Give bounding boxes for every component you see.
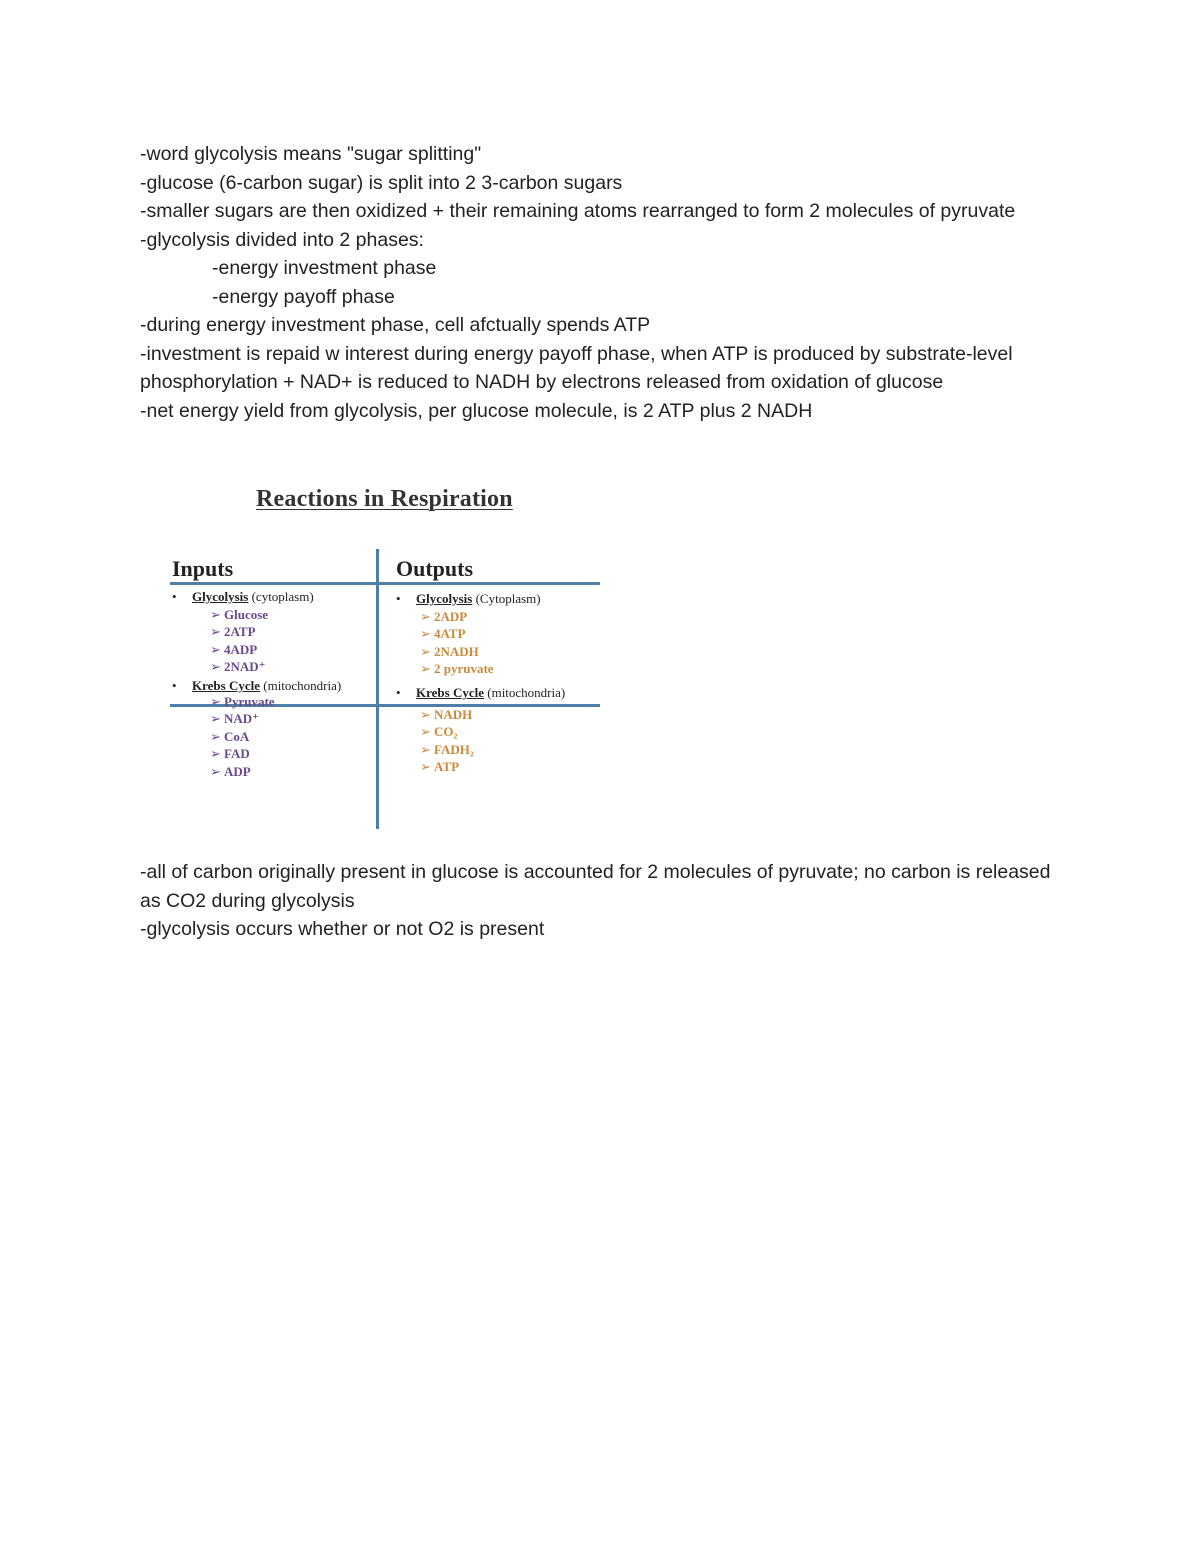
list-item: ➢ 2 pyruvate	[420, 661, 494, 676]
notes-top	[140, 140, 1070, 425]
section-location: (cytoplasm)	[248, 589, 314, 604]
list-item: ➢ 2ADP	[420, 608, 468, 624]
arrow-icon: ➢	[420, 759, 431, 774]
outputs-glycolysis-list	[396, 590, 541, 678]
outputs-heading: Outputs	[396, 556, 474, 581]
list-item: ➢ FADH₂	[420, 741, 474, 757]
arrow-icon: ➢	[210, 711, 221, 726]
section-label: Glycolysis	[192, 589, 249, 604]
header-rule	[170, 582, 600, 585]
column-divider	[376, 549, 379, 829]
arrow-icon: ➢	[210, 693, 221, 709]
list-item: ➢ NAD⁺	[210, 711, 260, 726]
list-item: ➢ 4ATP	[420, 626, 466, 641]
list-item: ➢ ADP	[210, 763, 251, 779]
note-line: -glycolysis divided into 2 phases:	[140, 228, 424, 251]
inputs-glycolysis-list	[172, 588, 314, 676]
section-label: Krebs Cycle	[416, 685, 484, 700]
arrow-icon: ➢	[420, 724, 431, 739]
list-item: ➢ Glucose	[210, 606, 269, 622]
list-item: ➢ NADH	[420, 706, 473, 722]
note-line: -all of carbon originally present in glucose is accounted for 2 molecules of pyruvate; no carbon is released as CO2 during glycolysis	[140, 861, 1051, 912]
list-item: ➢ CO₂	[420, 724, 458, 739]
arrow-icon: ➢	[210, 659, 221, 674]
arrow-icon: ➢	[420, 741, 431, 757]
note-line: -glycolysis occurs whether or not O2 is present	[140, 918, 545, 940]
note-line-indented: -energy payoff phase	[212, 285, 395, 308]
note-line: -glucose (6-carbon sugar) is split into 2 3-carbon sugars	[140, 171, 623, 194]
outputs-krebs-list	[396, 685, 566, 776]
note-line: -investment is repaid w interest during energy payoff phase, when ATP is produced by substrate-level phosphorylation + NAD+ is reduced to NADH by electrons released from oxidation of glucose	[140, 342, 1013, 393]
arrow-icon: ➢	[210, 641, 221, 657]
inputs-krebs-list	[172, 678, 342, 780]
list-item: ➢ 2ATP	[210, 624, 256, 639]
section-heading	[172, 677, 341, 695]
section-location: (mitochondria)	[260, 678, 342, 693]
section-location: (mitochondria)	[484, 685, 566, 700]
arrow-icon: ➢	[420, 643, 431, 659]
list-item: ➢ Pyruvate	[210, 693, 275, 709]
bullet-icon: •	[396, 591, 401, 606]
arrow-icon: ➢	[210, 746, 221, 761]
arrow-icon: ➢	[210, 624, 221, 639]
list-item: ➢ 2NADH	[420, 643, 479, 659]
bullet-icon: •	[396, 685, 401, 700]
note-line: -smaller sugars are then oxidized + their remaining atoms rearranged to form 2 molecules of pyruvate	[140, 200, 1016, 222]
list-item: ➢ FAD	[210, 746, 250, 761]
figure-title: Reactions in Respiration	[256, 486, 513, 512]
respiration-figure	[160, 486, 605, 831]
note-line: -net energy yield from glycolysis, per glucose molecule, is 2 ATP plus 2 NADH	[140, 399, 813, 422]
arrow-icon: ➢	[210, 763, 221, 779]
section-label: Glycolysis	[416, 591, 473, 606]
arrow-icon: ➢	[420, 626, 431, 641]
list-item: ➢ 4ADP	[210, 641, 258, 657]
section-location: (Cytoplasm)	[472, 591, 541, 606]
section-label: Krebs Cycle	[192, 678, 260, 693]
bullet-icon: •	[172, 678, 177, 693]
list-item: ➢ CoA	[210, 728, 250, 744]
list-item: ➢ 2NAD⁺	[210, 659, 266, 674]
section-heading	[172, 588, 314, 606]
arrow-icon: ➢	[420, 661, 431, 676]
section-heading	[396, 590, 541, 608]
arrow-icon: ➢	[420, 608, 431, 624]
list-item: ➢ ATP	[420, 759, 460, 774]
bullet-icon: •	[172, 589, 177, 604]
arrow-icon: ➢	[210, 606, 221, 622]
arrow-icon: ➢	[210, 728, 221, 744]
arrow-icon: ➢	[420, 706, 431, 722]
note-line: -word glycolysis means "sugar splitting"	[140, 143, 482, 165]
notes-bottom	[140, 858, 1070, 944]
section-heading	[396, 684, 565, 702]
note-line: -during energy investment phase, cell afctually spends ATP	[140, 314, 651, 336]
note-line-indented: -energy investment phase	[212, 257, 437, 279]
inputs-heading: Inputs	[172, 556, 234, 581]
